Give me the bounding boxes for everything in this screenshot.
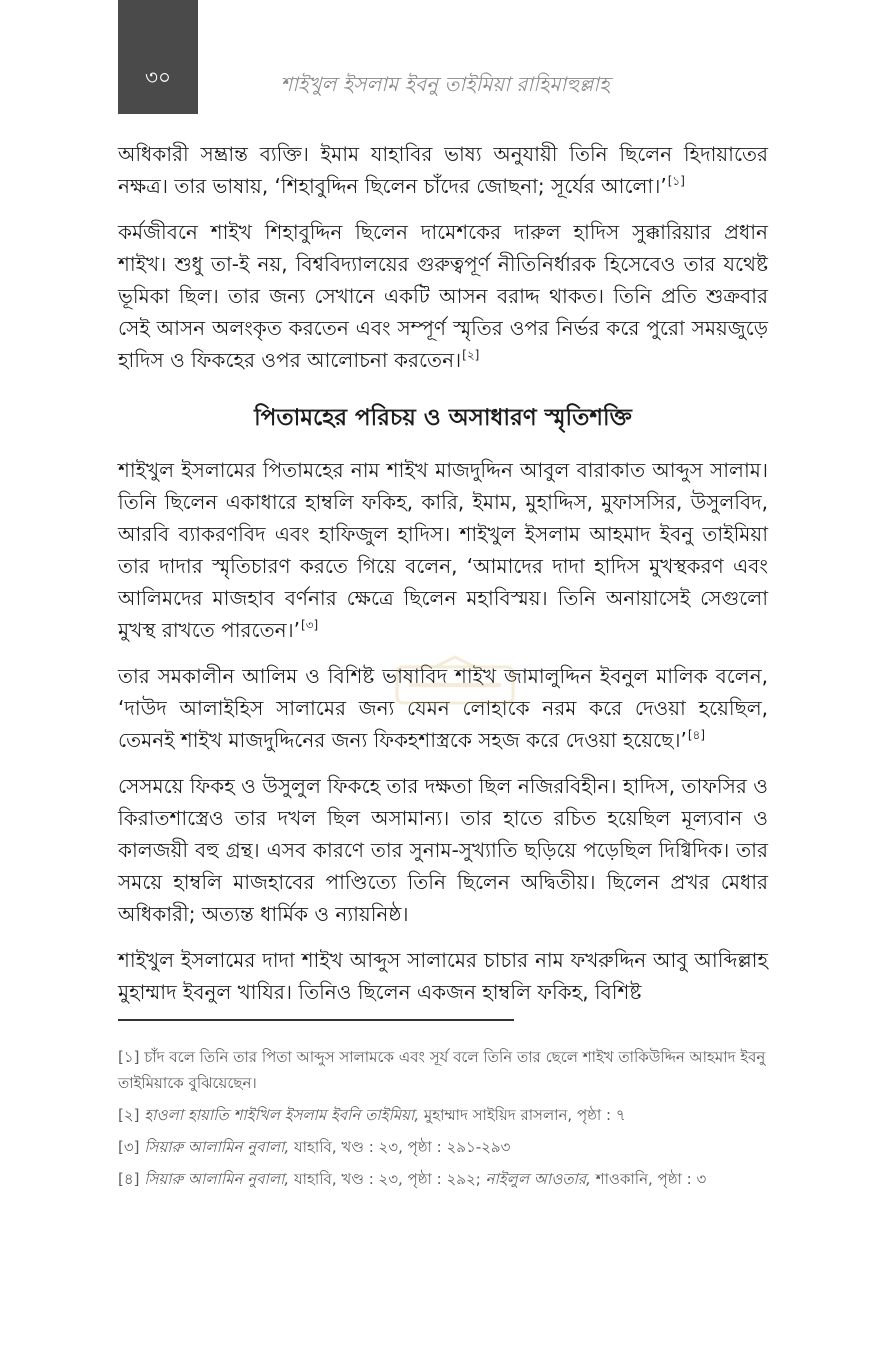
section-heading: পিতামহের পরিচয় ও অসাধারণ স্মৃতিশক্তি — [254, 405, 632, 431]
paragraph-text: অধিকারী সম্ভ্রান্ত ব্যক্তি। ইমাম যাহাবির ভাষ্য অনুযায়ী তিনি ছিলেন হিদায়াতের নক্ষত্র। তার ভাষায়, ‘শিহাবুদ্দিন ছিলেন চাঁদের জোছনা; সূর্যের আলো।’ — [118, 142, 768, 198]
footnote-2 — [118, 1102, 768, 1128]
footnote-number: [৩] — [118, 1138, 140, 1156]
footnote-number: [২] — [118, 1106, 140, 1124]
paragraph-text: তার সমকালীন আলিম ও বিশিষ্ট ভাষাবিদ শাইখ জামালুদ্দিন ইবনুল মালিক বলেন, ‘দাউদ আলাইহিস সালামের জন্য যেমন লোহাকে নরম করে দেওয়া হয়েছিল, তেমনই শাইখ মাজদুদ্দিনের জন্য ফিকহশাস্ত্রকে সহজ করে দেওয়া হয়েছে।’ — [118, 664, 768, 752]
footnote-source-title: হাওলা হায়াতি শাইখিল ইসলাম ইবনি তাইমিয়া, — [144, 1106, 420, 1124]
footnote-text: মুহাম্মাদ সাইয়িদ রাসলান, পৃষ্ঠা : ৭ — [419, 1106, 626, 1124]
main-body — [118, 138, 768, 1022]
footnotes — [118, 1044, 768, 1198]
page-number-box — [118, 0, 198, 114]
footnote-1 — [118, 1044, 768, 1096]
footnote-source-title: সিয়ারু আলামিন নুবালা, — [144, 1138, 290, 1156]
running-header-title: শাইখুল ইসলাম ইবনু তাইমিয়া রাহিমাহুল্লাহ — [280, 72, 610, 96]
paragraph — [118, 454, 768, 646]
paragraph — [118, 944, 768, 1008]
paragraph — [118, 216, 768, 376]
footnote-text-2: শাওকানি, পৃষ্ঠা : ৩ — [590, 1170, 707, 1188]
footnote-ref[interactable]: [২] — [462, 348, 480, 363]
footnote-number: [৪] — [118, 1170, 140, 1188]
paragraph-text: কর্মজীবনে শাইখ শিহাবুদ্দিন ছিলেন দামেশকের দারুল হাদিস সুক্কারিয়ার প্রধান শাইখ। শুধু তা-ই নয়, বিশ্ববিদ্যালয়ের গুরুত্বপূর্ণ নীতিনির্ধারক হিসেবেও তার যথেষ্ট ভূমিকা ছিল। তার জন্য সেখানে একটি আসন বরাদ্দ থাকত। তিনি প্রতি শুক্রবার সেই আসন অলংকৃত করতেন এবং সম্পূর্ণ স্মৃতির ওপর নির্ভর করে পুরো সময়জুড়ে হাদিস ও ফিকহের ওপর আলোচনা করতেন। — [118, 220, 768, 372]
footnote-source-title-2: নাইলুল আওতার, — [485, 1170, 591, 1188]
footnote-4 — [118, 1166, 768, 1192]
footnote-text: চাঁদ বলে তিনি তার পিতা আব্দুস সালামকে এবং সূর্য বলে তিনি তার ছেলে শাইখ তাকিউদ্দিন আহমাদ ইবনু তাইমিয়াকে বুঝিয়েছেন। — [118, 1048, 766, 1092]
page-number: ৩০ — [144, 65, 171, 89]
footnote-number: [১] — [118, 1048, 140, 1066]
footnote-text: যাহাবি, খণ্ড : ২৩, পৃষ্ঠা : ২৯২; — [289, 1170, 486, 1188]
footnote-ref[interactable]: [৪] — [687, 728, 706, 743]
paragraph — [118, 138, 768, 202]
paragraph — [118, 660, 768, 756]
footnote-ref[interactable]: [৩] — [301, 618, 319, 633]
footnote-ref[interactable]: [১] — [667, 174, 685, 189]
footnote-divider — [118, 1019, 514, 1021]
paragraph — [118, 770, 768, 930]
paragraph-text: সেসময়ে ফিকহ ও উসুলুল ফিকহে তার দক্ষতা ছিল নজিরবিহীন। হাদিস, তাফসির ও কিরাতশাস্ত্রেও তার দখল ছিল অসামান্য। তার হাতে রচিত হয়েছিল মূল্যবান ও কালজয়ী বহু গ্রন্থ। এসব কারণে তার সুনাম-সুখ্যাতি ছড়িয়ে পড়েছিল দিগ্বিদিক। তার সময়ে হাম্বলি মাজহাবের পাণ্ডিত্যে তিনি ছিলেন অদ্বিতীয়। ছিলেন প্রখর মেধার অধিকারী; অত্যন্ত ধার্মিক ও ন্যায়নিষ্ঠ। — [118, 774, 768, 926]
footnote-source-title: সিয়ারু আলামিন নুবালা, — [144, 1170, 290, 1188]
footnote-text: যাহাবি, খণ্ড : ২৩, পৃষ্ঠা : ২৯১-২৯৩ — [289, 1138, 511, 1156]
footnote-3 — [118, 1134, 768, 1160]
paragraph-text: শাইখুল ইসলামের পিতামহের নাম শাইখ মাজদুদ্দিন আবুল বারাকাত আব্দুস সালাম। তিনি ছিলেন একাধারে হাম্বলি ফকিহ, কারি, ইমাম, মুহাদ্দিস, মুফাসসির, উসুলবিদ, আরবি ব্যাকরণবিদ এবং হাফিজুল হাদিস। শাইখুল ইসলাম আহমাদ ইবনু তাইমিয়া তার দাদার স্মৃতিচারণ করতে গিয়ে বলেন, ‘আমাদের দাদা হাদিস মুখস্থকরণ এবং আলিমদের মাজহাব বর্ণনার ক্ষেত্রে ছিলেন মহাবিস্ময়। তিনি অনায়াসেই সেগুলো মুখস্থ রাখতে পারতেন।’ — [118, 458, 768, 642]
paragraph-text: শাইখুল ইসলামের দাদা শাইখ আব্দুস সালামের চাচার নাম ফখরুদ্দিন আবু আব্দিল্লাহ মুহাম্মাদ ইবনুল খাযির। তিনিও ছিলেন একজন হাম্বলি ফকিহ, বিশিষ্ট — [118, 948, 768, 1004]
